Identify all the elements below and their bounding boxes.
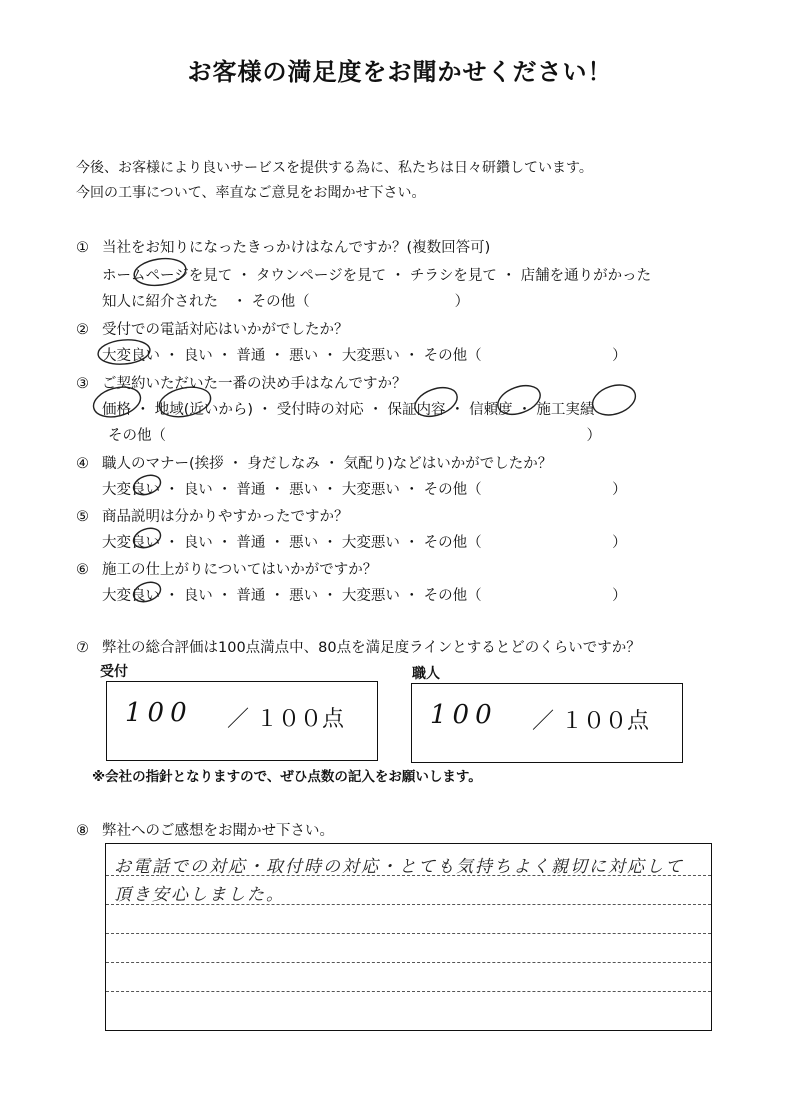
question-1-text: 当社をお知りになったきっかけはなんですか？(複数回答可) [102,240,491,256]
question-5-text: 商品説明は分かりやすかったですか？ [102,509,349,525]
question-4-options[interactable]: 大変良い ・ 良い ・ 普通 ・ 悪い ・ 大変悪い ・ その他（ ） [102,482,627,498]
intro-line-2: 今回の工事について、率直なご意見をお聞かせ下さい。 [76,185,426,201]
comment-rule-5 [106,991,711,992]
question-4 [76,452,552,473]
question-1-options-row-1[interactable]: ホームページを見て ・ タウンページを見て ・ チラシを見て ・ 店舗を通りがかった [102,268,652,284]
question-2-options[interactable]: 大変良い ・ 良い ・ 普通 ・ 悪い ・ 大変悪い ・ その他（ ） [102,348,627,364]
question-3-text: ご契約いただいた一番の決め手はなんですか？ [102,376,407,392]
question-1 [76,236,490,257]
question-6 [76,558,377,579]
question-6-text: 施工の仕上がりについてはいかがですか？ [102,562,378,578]
comment-rule-3 [106,933,711,934]
reception-score-box[interactable] [106,681,378,761]
question-4-number: ④ [76,456,89,472]
question-3-number: ③ [76,376,89,392]
comment-text-line-1: お電話での対応・取付時の対応・とても気持ちよく親切に対応して [114,857,684,877]
question-1-options-row-2[interactable]: 知人に紹介された ・ その他（ ） [102,294,470,310]
craftsman-label: 職人 [412,666,440,682]
question-2 [76,318,349,339]
question-8 [76,819,334,840]
comment-rule-4 [106,962,711,963]
question-3 [76,372,407,393]
comment-box[interactable] [105,843,712,1031]
reception-score-value: 100 [125,698,193,728]
question-4-text: 職人のマナー(挨拶 ・ 身だしなみ ・ 気配り)などはいかがでしたか？ [102,456,553,472]
question-6-options[interactable]: 大変良い ・ 良い ・ 普通 ・ 悪い ・ 大変悪い ・ その他（ ） [102,588,627,604]
circle-track-record [589,380,639,420]
question-7-text: 弊社の総合評価は100点満点中、80点を満足度ラインとするとどのくらいですか？ [102,640,641,656]
craftsman-score-box[interactable] [411,683,683,763]
comment-text-line-2: 頂き安心しました。 [114,885,285,905]
question-6-number: ⑥ [76,562,89,578]
score-note: ※会社の指針となりますので、ぜひ点数の記入をお願いします。 [92,769,482,785]
question-7-number: ⑦ [76,640,89,656]
question-8-text: 弊社へのご感想をお聞かせ下さい。 [102,823,334,839]
page-title: お客様の満足度をお聞かせください！ [187,58,613,86]
question-5-number: ⑤ [76,509,89,525]
reception-label: 受付 [100,664,128,680]
question-1-number: ① [76,240,89,256]
reception-score-suffix: ／ １００点 [227,707,344,732]
craftsman-score-suffix: ／ １００点 [532,709,649,734]
question-5 [76,505,349,526]
question-7 [76,636,641,657]
question-5-options[interactable]: 大変良い ・ 良い ・ 普通 ・ 悪い ・ 大変悪い ・ その他（ ） [102,535,627,551]
craftsman-score-value: 100 [430,700,498,730]
question-3-options-row-1[interactable]: 価格 ・ 地域(近いから) ・ 受付時の対応 ・ 保証内容 ・ 信頼度 ・ 施工実績 [102,402,595,418]
question-8-number: ⑧ [76,823,89,839]
question-2-number: ② [76,322,89,338]
question-3-options-row-2[interactable]: その他（ ） [108,428,601,444]
question-2-text: 受付での電話対応はいかがでしたか？ [102,322,349,338]
intro-line-1: 今後、お客様により良いサービスを提供する為に、私たちは日々研鑽しています。 [76,160,593,176]
